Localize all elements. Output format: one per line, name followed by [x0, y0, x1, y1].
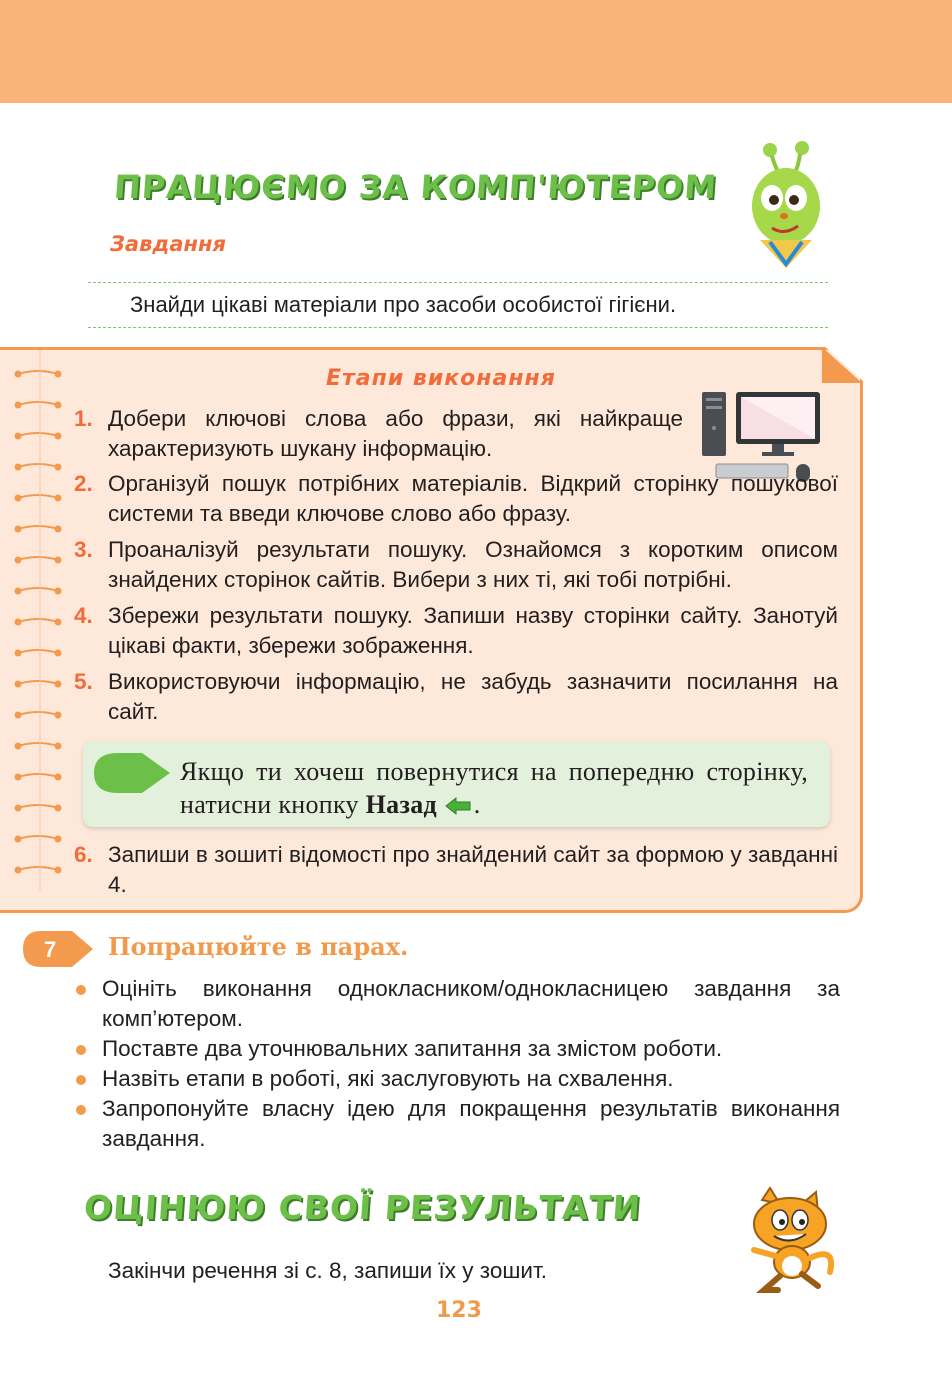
spiral-hole — [16, 868, 21, 873]
tip-pointer-icon — [92, 751, 172, 795]
spiral-hole — [16, 744, 21, 749]
step-text: Добери ключові слова або фрази, які найкраще характеризують шукану інформацію. — [108, 406, 683, 461]
spiral-hole — [56, 589, 61, 594]
spiral-ring — [18, 371, 58, 374]
bullet-dot-icon — [76, 1045, 86, 1055]
back-arrow-icon — [444, 796, 474, 816]
spiral-hole — [16, 589, 21, 594]
spiral-ring — [18, 681, 58, 684]
spiral-ring — [18, 774, 58, 777]
notebook-spiral-icon — [0, 350, 70, 890]
spiral-ring — [18, 526, 58, 529]
spiral-hole — [16, 837, 21, 842]
spiral-ring — [18, 433, 58, 436]
step-text: Запиши в зошиті відомості про знайдений сайт за формою у завданні 4. — [108, 842, 838, 897]
spiral-hole — [56, 527, 61, 532]
step-text: Організуй пошук потрібних матеріалів. Відкрий сторінку пошукової системи та введи ключове слово або фразу. — [108, 471, 838, 526]
pairs-item-text: Запропонуйте власну ідею для покращення результатів виконання завдання. — [102, 1096, 840, 1151]
spiral-ring — [18, 557, 58, 560]
spiral-ring — [18, 464, 58, 467]
exercise-number-badge — [22, 930, 94, 968]
spiral-hole — [16, 620, 21, 625]
step-number: 4. — [74, 603, 93, 628]
step-number: 3. — [74, 537, 93, 562]
pairs-title: Попрацюйте в парах. — [108, 932, 409, 961]
spiral-ring — [18, 588, 58, 591]
task-label: Завдання — [110, 232, 227, 256]
pairs-item-text: Назвіть етапи в роботі, які заслуговують на схвалення. — [102, 1066, 674, 1091]
spiral-hole — [56, 775, 61, 780]
spiral-hole — [16, 651, 21, 656]
task-text: Знайди цікаві матеріали про засоби особистої гігієни. — [130, 292, 677, 317]
heading-evaluate-results: ОЦІНЮЮ СВОЇ РЕЗУЛЬТАТИ — [82, 1188, 643, 1227]
spiral-hole — [56, 496, 61, 501]
spiral-ring — [18, 805, 58, 808]
spiral-hole — [56, 651, 61, 656]
spiral-hole — [16, 806, 21, 811]
spiral-hole — [16, 403, 21, 408]
spiral-hole — [16, 775, 21, 780]
page-number: 123 — [436, 1298, 482, 1323]
spiral-hole — [16, 434, 21, 439]
spiral-hole — [56, 558, 61, 563]
step-number: 1. — [74, 406, 93, 431]
top-color-band — [0, 0, 952, 103]
pairs-item-text: Оцініть виконання однокласником/однокласницею завдання за комп’ютером. — [102, 976, 840, 1031]
step-text: Збережи результати пошуку. Запиши назву сторінки сайту. Занотуй цікаві факти, збережи зображення. — [108, 603, 838, 658]
back-button-name: Назад — [365, 790, 437, 819]
spiral-hole — [16, 372, 21, 377]
step-number: 2. — [74, 471, 93, 496]
spiral-ring — [18, 402, 58, 405]
spiral-hole — [56, 713, 61, 718]
exercise-number: 7 — [44, 937, 57, 962]
tip-text-after: . — [473, 790, 481, 819]
heading-working-at-computer: ПРАЦЮЄМО ЗА КОМП'ЮТЕРОМ — [112, 168, 719, 206]
spiral-ring — [18, 836, 58, 839]
spiral-hole — [16, 558, 21, 563]
spiral-hole — [56, 620, 61, 625]
spiral-hole — [56, 682, 61, 687]
spiral-ring — [18, 619, 58, 622]
spiral-ring — [18, 495, 58, 498]
spiral-hole — [56, 837, 61, 842]
spiral-hole — [56, 806, 61, 811]
spiral-hole — [56, 403, 61, 408]
top-band-divider — [0, 103, 952, 106]
spiral-hole — [56, 372, 61, 377]
tip-text-before: Якщо ти хочеш повернутися на попередню сторінку, натисни кнопку — [180, 757, 808, 819]
spiral-hole — [56, 434, 61, 439]
bullet-dot-icon — [76, 1075, 86, 1085]
spiral-hole — [16, 465, 21, 470]
step-text: Проаналізуй результати пошуку. Ознайомся з коротким описом знайдених сторінок сайтів. Вибери з них ті, які тобі потрібні. — [108, 537, 838, 592]
spiral-ring — [18, 712, 58, 715]
spiral-hole — [56, 744, 61, 749]
alien-character-icon — [740, 140, 832, 268]
spiral-hole — [56, 465, 61, 470]
steps-title: Етапи виконання — [326, 366, 556, 391]
spiral-ring — [18, 650, 58, 653]
spiral-hole — [16, 682, 21, 687]
scratch-cat-icon — [740, 1186, 844, 1294]
pairs-item-text: Поставте два уточнювальних запитання за змістом роботи. — [102, 1036, 723, 1061]
tip-text — [180, 755, 808, 821]
spiral-hole — [16, 713, 21, 718]
spiral-hole — [16, 527, 21, 532]
final-instruction: Закінчи речення зі с. 8, запиши їх у зошит. — [108, 1258, 548, 1283]
spiral-ring — [18, 867, 58, 870]
step-text: Використовуючи інформацію, не забудь зазначити посилання на сайт. — [108, 669, 838, 724]
step-number: 5. — [74, 669, 93, 694]
spiral-ring — [18, 743, 58, 746]
step-number: 6. — [74, 842, 93, 867]
bullet-dot-icon — [76, 1105, 86, 1115]
spiral-hole — [56, 868, 61, 873]
spiral-hole — [16, 496, 21, 501]
bullet-dot-icon — [76, 985, 86, 995]
